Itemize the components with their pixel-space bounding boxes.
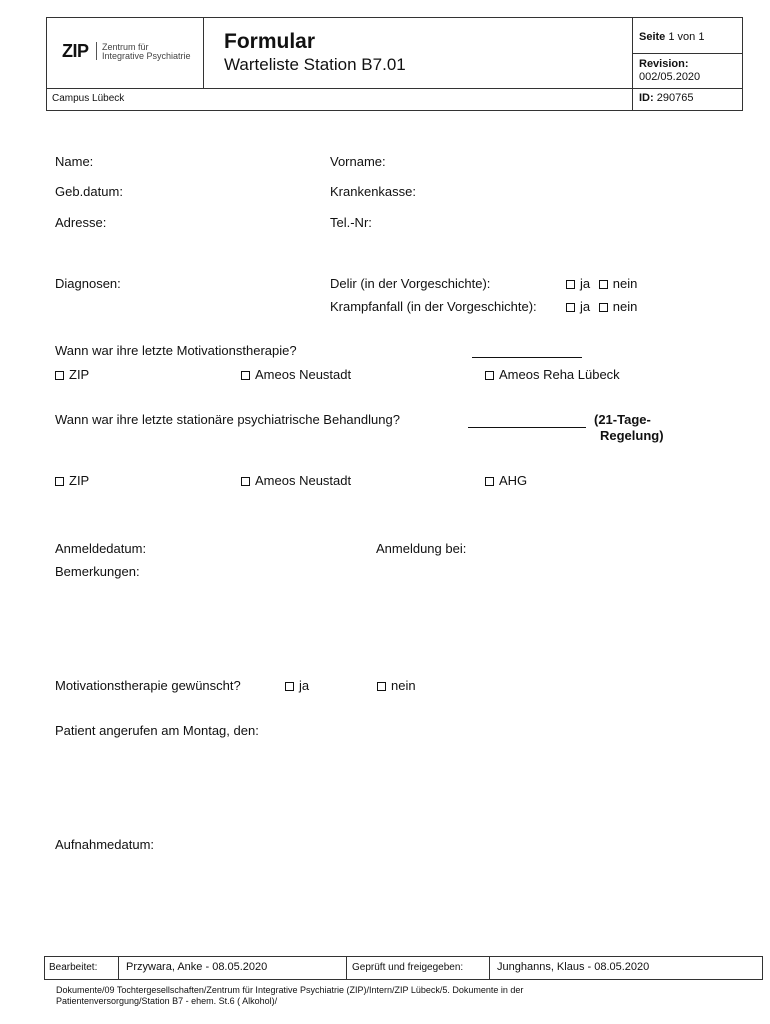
geprueft-label: Geprüft und freigegeben: (352, 962, 464, 973)
stationaer-option-zip[interactable] (55, 473, 89, 488)
id-value: 290765 (656, 92, 694, 104)
motivation-wish-ja-label: ja (299, 678, 310, 693)
footer-divider-2 (346, 956, 347, 980)
stationaer-ahg-label: AHG (499, 473, 528, 488)
header-right-divider (632, 53, 743, 54)
stationaer-ahg-checkbox[interactable] (485, 477, 494, 486)
called-label: Patient angerufen am Montag, den: (55, 723, 259, 738)
stationaer-question: Wann war ihre letzte stationäre psychiatrische Behandlung? (55, 412, 400, 427)
page-value: 1 von 1 (668, 31, 705, 43)
motivation-wish-nein[interactable] (377, 678, 416, 693)
delir-nein-label: nein (612, 276, 638, 291)
logo-line-1: Zentrum für (102, 42, 149, 52)
motivation-ameos-neustadt-label: Ameos Neustadt (255, 367, 352, 382)
motivation-question: Wann war ihre letzte Motivationstherapie? (55, 343, 297, 358)
anmeldedatum-label: Anmeldedatum: (55, 541, 147, 556)
document-path-line-2: Patientenversorgung/Station B7 - ehem. St.6 ( Alkohol)/ (56, 996, 278, 1006)
krampfanfall-label: Krampfanfall (in der Vorgeschichte): (330, 299, 537, 314)
motivation-wish-nein-checkbox[interactable] (377, 682, 386, 691)
header-divider-1 (203, 17, 204, 88)
aufnahmedatum-label: Aufnahmedatum: (55, 837, 155, 852)
stationaer-zip-label: ZIP (69, 473, 90, 488)
form-title: Formular (224, 30, 316, 53)
krampf-ja-checkbox[interactable] (566, 303, 575, 312)
krampf-nein-checkbox[interactable] (599, 303, 608, 312)
document-path-line-1: Dokumente/09 Tochtergesellschaften/Zentrum für Integrative Psychiatrie (ZIP)/Intern/ZIP Lübeck/5. Dokumente in der (56, 985, 524, 995)
motivation-wish-ja[interactable] (285, 678, 309, 693)
stationaer-option-ahg[interactable] (485, 473, 527, 488)
bemerkungen-label: Bemerkungen: (55, 564, 140, 579)
motivation-date-line[interactable] (472, 356, 582, 358)
revision-label: Revision: (639, 58, 689, 70)
logo-line-2: Integrative Psychiatrie (102, 51, 191, 61)
rule-label-line-1: (21-Tage- (594, 412, 651, 427)
revision-value: 002/05.2020 (639, 71, 701, 83)
motivation-wish-nein-label: nein (391, 678, 416, 693)
anmeldung-bei-label: Anmeldung bei: (376, 541, 467, 556)
form-subtitle: Warteliste Station B7.01 (224, 55, 406, 74)
id-field (639, 92, 693, 104)
logo-separator (96, 42, 97, 60)
motivation-wish-ja-checkbox[interactable] (285, 682, 294, 691)
stationaer-option-ameos-neustadt[interactable] (241, 473, 351, 488)
page-label: Seite (639, 31, 666, 43)
header-divider-2 (632, 17, 633, 111)
gebdatum-label: Geb.datum: (55, 184, 123, 199)
rule-label-line-2: Regelung) (600, 428, 664, 443)
motivation-option-ameos-neustadt[interactable] (241, 367, 351, 382)
stationaer-ameos-neustadt-checkbox[interactable] (241, 477, 250, 486)
krampfanfall-options (566, 299, 637, 314)
delir-label: Delir (in der Vorgeschichte): (330, 276, 491, 291)
krampf-ja-label: ja (580, 299, 591, 314)
motivation-zip-checkbox[interactable] (55, 371, 64, 380)
logo-mark: ZIP (62, 41, 89, 61)
delir-options (566, 276, 637, 291)
bearbeitet-value: Przywara, Anke - 08.05.2020 (126, 961, 268, 973)
motivation-zip-label: ZIP (69, 367, 90, 382)
motivation-ameos-reha-label: Ameos Reha Lübeck (499, 367, 620, 382)
footer-divider-3 (489, 956, 490, 980)
motivation-option-zip[interactable] (55, 367, 89, 382)
page-number (639, 31, 704, 43)
krampf-nein-label: nein (612, 299, 638, 314)
campus-label: Campus Lübeck (52, 93, 125, 104)
footer-divider-1 (118, 956, 119, 980)
geprueft-value: Junghanns, Klaus - 08.05.2020 (497, 961, 650, 973)
vorname-label: Vorname: (330, 154, 386, 169)
bearbeitet-label: Bearbeitet: (49, 962, 98, 973)
name-label: Name: (55, 154, 94, 169)
adresse-label: Adresse: (55, 215, 107, 230)
telnr-label: Tel.-Nr: (330, 215, 372, 230)
motivation-ameos-reha-checkbox[interactable] (485, 371, 494, 380)
motivation-wish-label: Motivationstherapie gewünscht? (55, 678, 241, 693)
stationaer-ameos-neustadt-label: Ameos Neustadt (255, 473, 352, 488)
stationaer-zip-checkbox[interactable] (55, 477, 64, 486)
motivation-ameos-neustadt-checkbox[interactable] (241, 371, 250, 380)
krankenkasse-label: Krankenkasse: (330, 184, 416, 199)
delir-ja-label: ja (580, 276, 591, 291)
id-label: ID: (639, 92, 654, 104)
diagnosen-label: Diagnosen: (55, 276, 121, 291)
delir-ja-checkbox[interactable] (566, 280, 575, 289)
motivation-option-ameos-reha[interactable] (485, 367, 620, 382)
header-row-divider (46, 88, 743, 89)
stationaer-date-line[interactable] (468, 426, 586, 428)
delir-nein-checkbox[interactable] (599, 280, 608, 289)
